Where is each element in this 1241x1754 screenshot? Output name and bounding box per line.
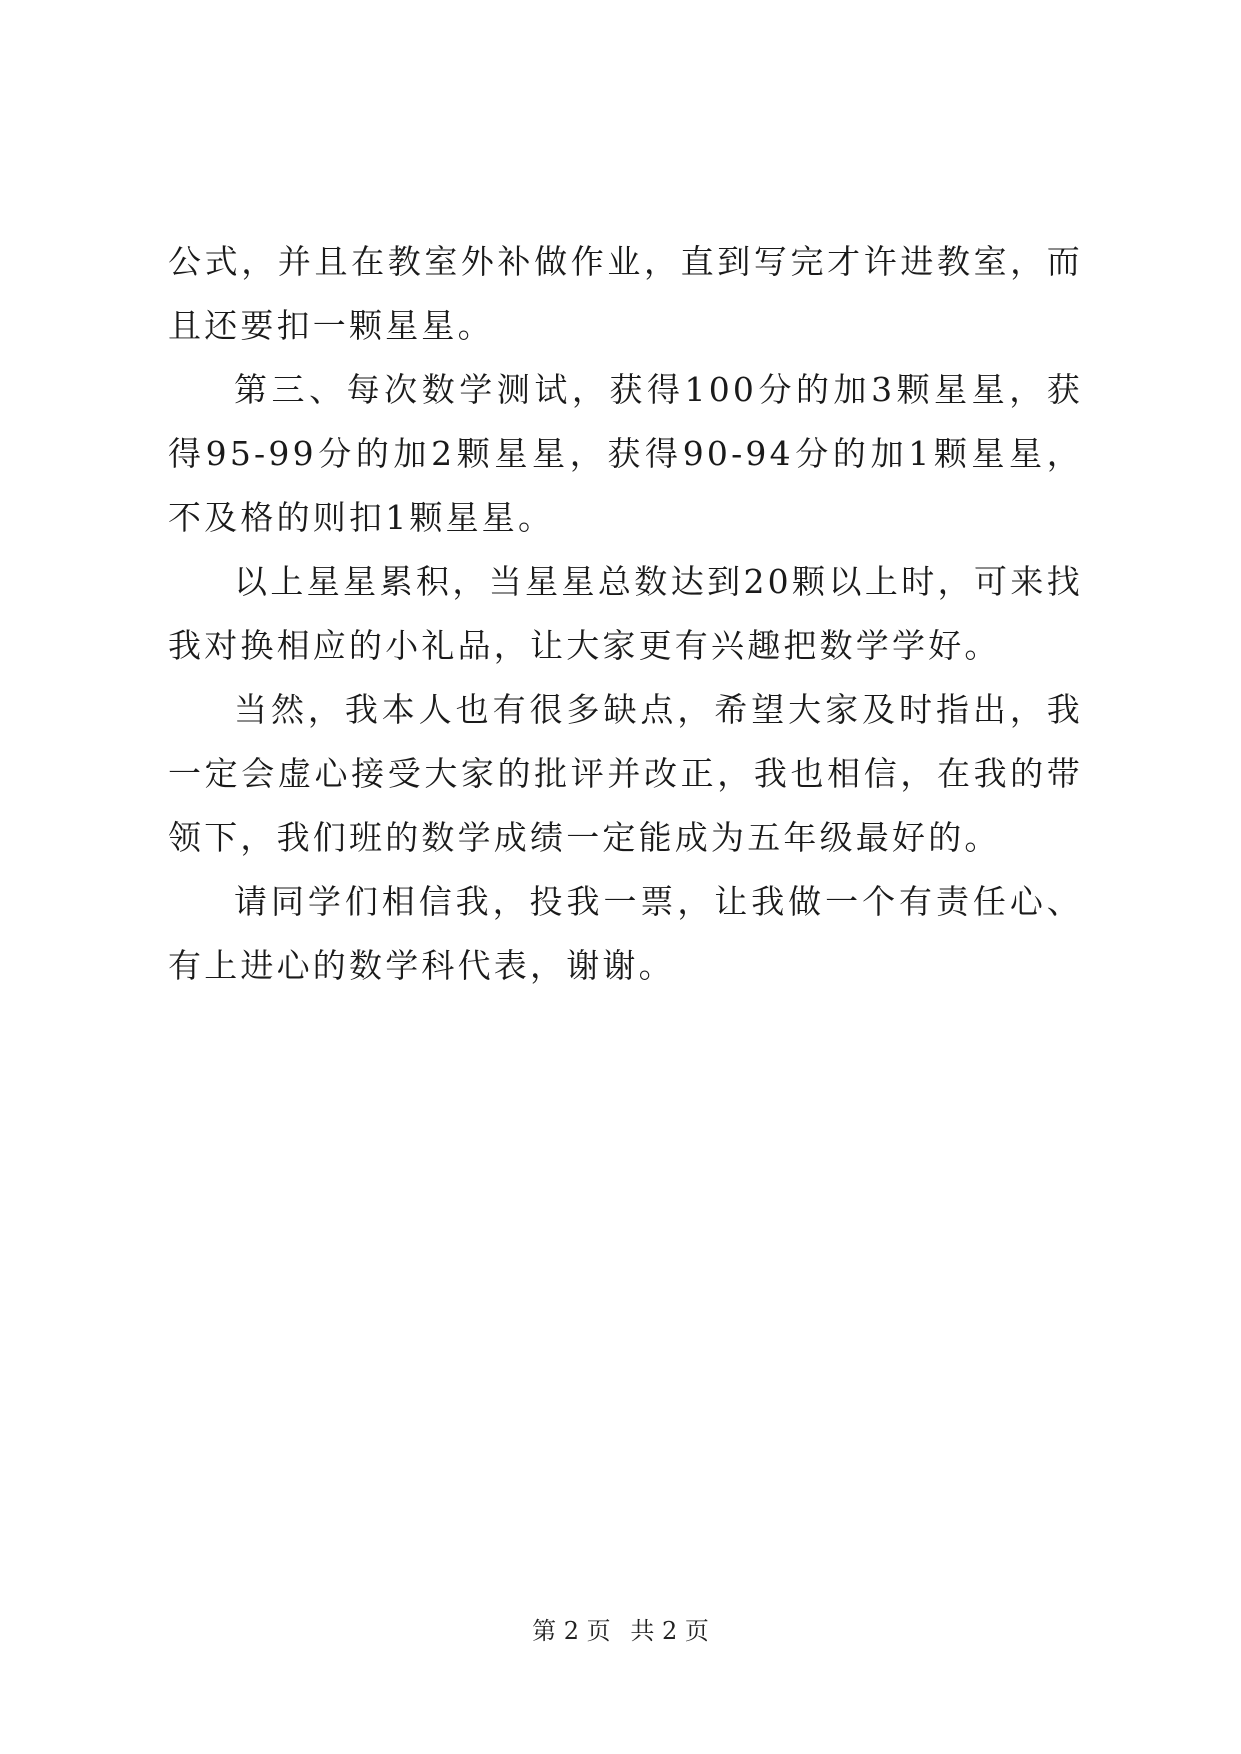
paragraph-star-reward: 以上星星累积，当星星总数达到20颗以上时，可来找我对换相应的小礼品，让大家更有兴趣把数学学好。: [168, 562, 1083, 665]
page-number-current: 第 2 页: [532, 1617, 611, 1645]
paragraph-self-assessment: 当然，我本人也有很多缺点，希望大家及时指出，我一定会虚心接受大家的批评并改正，我也相信，在我的带领下，我们班的数学成绩一定能成为五年级最好的。: [168, 690, 1083, 857]
paragraph-rule-three: 第三、每次数学测试，获得100分的加3颗星星，获得95-99分的加2颗星星，获得90-94分的加1颗星星，不及格的则扣1颗星星。: [168, 370, 1083, 537]
paragraph-continued: 公式，并且在教室外补做作业，直到写完才许进教室，而且还要扣一颗星星。: [168, 242, 1083, 345]
page-number-total: 共 2 页: [630, 1617, 709, 1645]
page-footer: [0, 1616, 1241, 1646]
paragraph-closing: 请同学们相信我，投我一票，让我做一个有责任心、有上进心的数学科代表，谢谢。: [168, 882, 1083, 985]
document-body: [168, 230, 1083, 998]
